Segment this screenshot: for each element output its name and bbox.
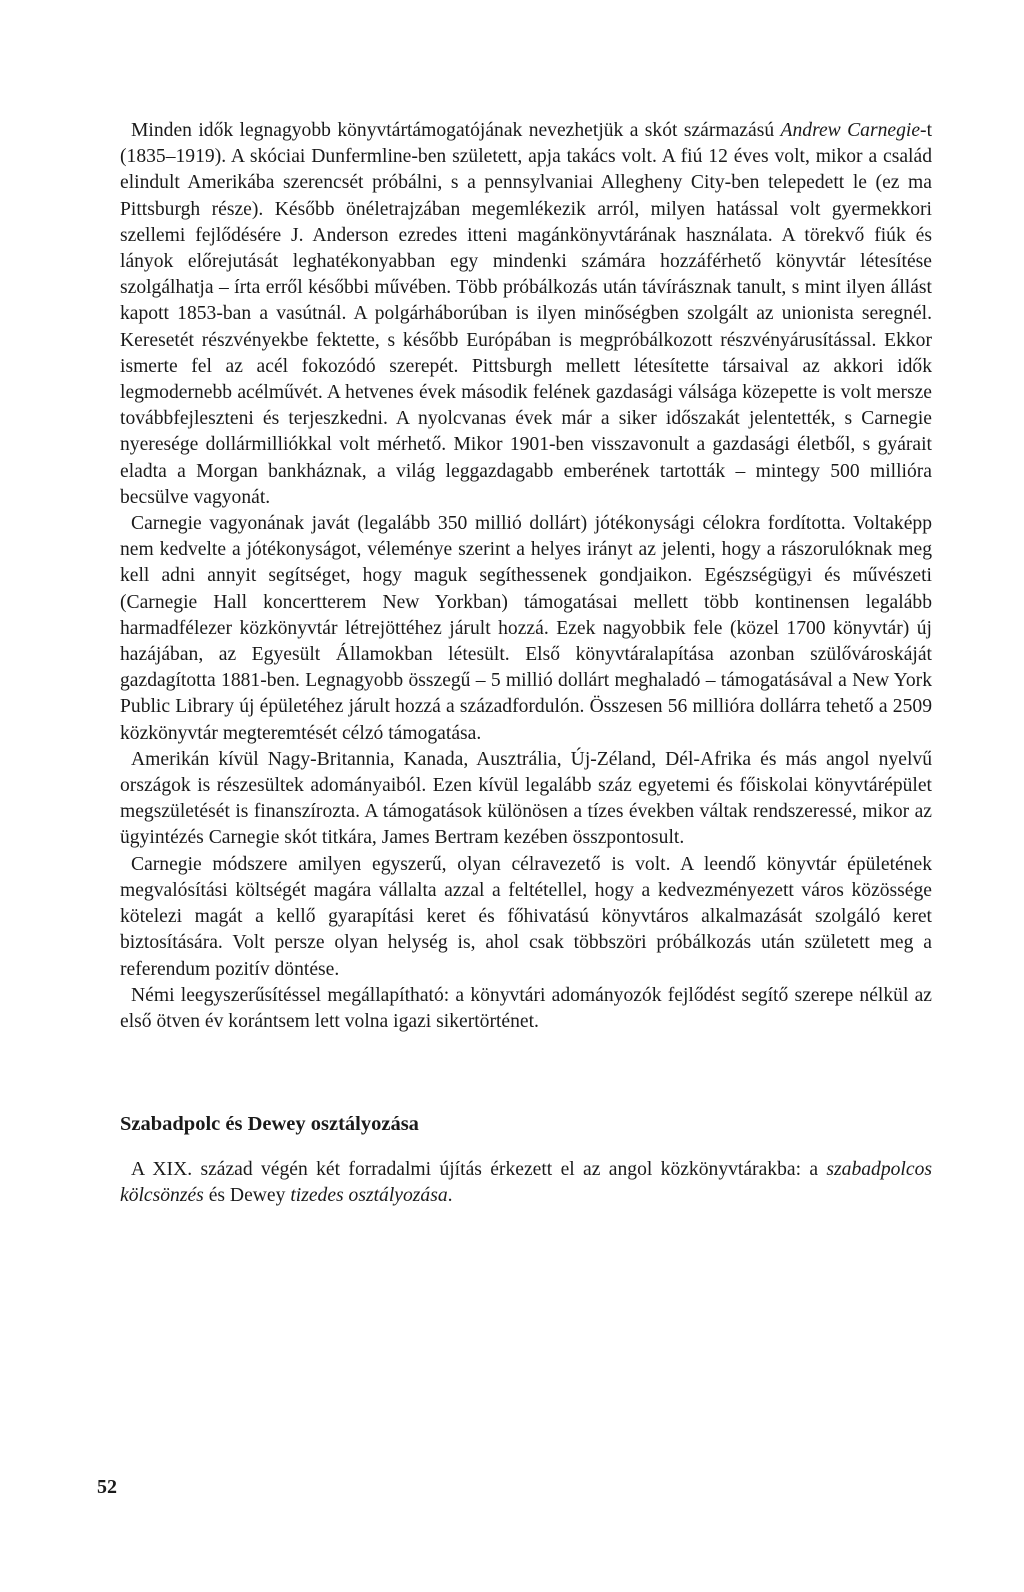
paragraph-carnegie-biography [120, 118, 932, 511]
section-heading: Szabadpolc és Dewey osztályozása [120, 1113, 419, 1136]
paragraph-text: és Dewey [203, 1185, 291, 1207]
term-italic: tizedes osztályozása [290, 1185, 448, 1207]
paragraph-text: Minden idők legnagyobb könyvtártámogatójának nevezhetjük a skót származású [131, 120, 781, 141]
person-name-italic: Andrew Carnegie [780, 120, 921, 141]
paragraph-carnegie-philanthropy: Carnegie vagyonának javát (legalább 350 millió dollárt) jótékonysági célokra fordította. Voltaképp nem kedvelte a jótékonyságot, véleménye szerint a helyes irányt az jelenti, hogy a rászorulóknak meg kell adni annyit segítséget, hogy maguk segíthessenek gondjaikon. Egészségügyi és művészeti (Carnegie Hall koncertterem New Yorkban) támogatásai mellett több kontinensen legalább harmadfélezer közkönyvtár létrejöttéhez járult hozzá. Ezek nagyobbik fele (közel 1700 könyvtár) új hazájában, az Egyesült Államokban létesült. Első könyvtáralapítása azonban szülővároskáját gazdagította 1881-ben. Legnagyobb összegű – 5 millió dollárt meghaladó – támogatásával a New York Public Library új épületéhez járult hozzá a századfordulón. Összesen 56 millióra dollárra tehető a 2509 közkönyvtár megteremtését célzó támogatása. [120, 513, 932, 744]
page-number: 52 [97, 1476, 117, 1498]
paragraph-section-intro [120, 1157, 932, 1209]
paragraph-text: -t (1835–1919). A skóciai Dunfermline-ben született, apja takács volt. A fiú 12 éves volt, mikor a család elindult Amerikába szerencsét próbálni, s a pennsylvaniai Allegheny City-ben telepedett le (ez ma Pittsburgh része). Később önéletrajzában megemlékezik arról, milyen hatással volt gyermekkori szellemi fejlődésére J. Anderson ezredes itteni magánkönyvtárának használata. A törekvő fiúk és lányok előrejutását leghatékonyabban egy mindenki számára hozzáférhető könyvtár létesítése szolgálhatja – írta erről későbbi művében. Több próbálkozás után távírásznak tanult, s mint ilyen állást kapott 1853-ban a vasútnál. A polgárháborúban is ilyen minőségben szolgált az unionista seregnél. Keresetét részvényekbe fektette, s később Európában is megpróbálkozott részvényárusítással. Ekkor ismerte fel az acél fokozódó szerepét. Pittsburgh mellett létesítette társaival az akkori idők legmodernebb acélművét. A hetvenes évek második felének gazdasági válsága közepette is volt mersze továbbfejleszteni és terjeszkedni. A nyolcvanas évek már a siker időszakát jelentették, s Carnegie nyeresége dollármilliókkal volt mérhető. Mikor 1901-ben visszavonult a gazdasági életből, s gyárait eladta a Morgan bankháznak, a világ leggazdagabb emberének tartották – mintegy 500 millióra becsülve vagyonát. [120, 120, 933, 508]
paragraph-summary: Némi leegyszerűsítéssel megállapítható: a könyvtári adományozók fejlődést segítő szerepe nélkül az első ötven év korántsem lett volna igazi sikertörténet. [120, 984, 932, 1032]
paragraph-international-donations: Amerikán kívül Nagy-Britannia, Kanada, Ausztrália, Új-Zéland, Dél-Afrika és más angol nyelvű országok is részesültek adományaiból. Ezen kívül legalább száz egyetemi és főiskolai könyvtárépület megszületését is finanszírozta. A támogatások különösen a tízes években váltak rendszeressé, mikor az ügyintézés Carnegie skót titkára, James Bertram kezében összpontosult. [120, 748, 932, 849]
paragraph-text: . [447, 1185, 453, 1207]
page-body [120, 118, 932, 1210]
paragraph-carnegie-method: Carnegie módszere amilyen egyszerű, olyan célravezető is volt. A leendő könyvtár épületének megvalósítási költségét magára vállalta azzal a feltétellel, hogy a kedvezményezett város közössége kötelezi magát a kellő gyarapítási keret és főhivatású könyvtáros alkalmazását szolgáló keret biztosítására. Volt persze olyan helység is, ahol csak többszöri próbálkozás után született meg a referendum pozitív döntése. [120, 853, 932, 980]
term-italic: szabadpolcos kölcsönzés [120, 1159, 932, 1207]
paragraph-text: A XIX. század végén két forradalmi újítás érkezett el az angol közkönyvtárakba: a [131, 1159, 827, 1181]
